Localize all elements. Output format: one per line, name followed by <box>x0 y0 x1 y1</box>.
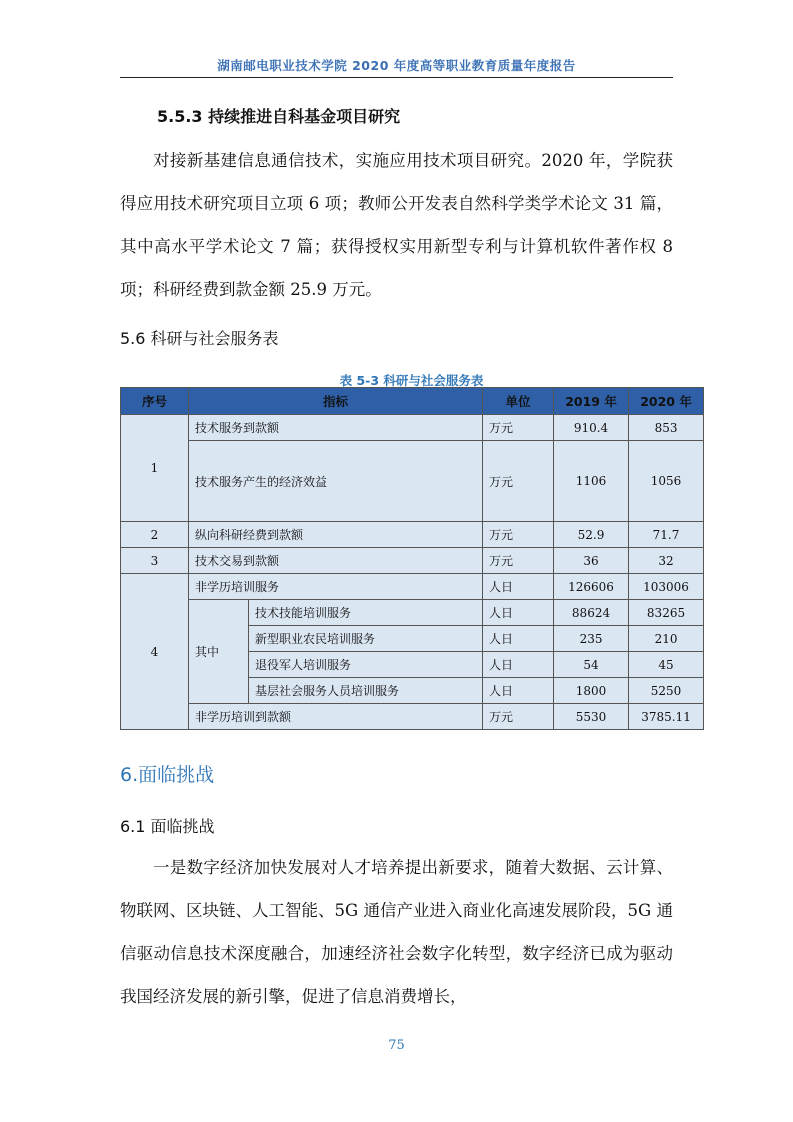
unit-cell: 万元 <box>483 441 554 522</box>
value-2020-cell: 45 <box>629 652 704 678</box>
row-number: 2 <box>121 522 189 548</box>
value-2019-cell: 52.9 <box>554 522 629 548</box>
unit-cell: 万元 <box>483 548 554 574</box>
column-header-unit: 单位 <box>483 388 554 415</box>
unit-cell: 人日 <box>483 574 554 600</box>
column-header-2019: 2019 年 <box>554 388 629 415</box>
unit-cell: 人日 <box>483 600 554 626</box>
chapter-heading-6: 6.面临挑战 <box>120 764 215 786</box>
unit-cell: 万元 <box>483 415 554 441</box>
column-header-no: 序号 <box>121 388 189 415</box>
indicator-cell: 技术技能培训服务 <box>249 600 483 626</box>
indicator-cell: 技术服务到款额 <box>189 415 483 441</box>
indicator-cell: 新型职业农民培训服务 <box>249 626 483 652</box>
column-header-2020: 2020 年 <box>629 388 704 415</box>
value-2019-cell: 88624 <box>554 600 629 626</box>
indicator-cell: 非学历培训服务 <box>189 574 483 600</box>
value-2019-cell: 54 <box>554 652 629 678</box>
value-2019-cell: 1106 <box>554 441 629 522</box>
value-2020-cell: 853 <box>629 415 704 441</box>
value-2019-cell: 36 <box>554 548 629 574</box>
value-2019-cell: 1800 <box>554 678 629 704</box>
indicator-cell: 基层社会服务人员培训服务 <box>249 678 483 704</box>
table-row <box>121 441 704 522</box>
value-2020-cell: 1056 <box>629 441 704 522</box>
table-row <box>121 600 704 626</box>
table-caption: 表 5-3 科研与社会服务表 <box>339 373 484 388</box>
header-rule <box>120 77 673 78</box>
value-2019-cell: 910.4 <box>554 415 629 441</box>
table-row <box>121 415 704 441</box>
indicator-cell: 退役军人培训服务 <box>249 652 483 678</box>
group-label-cell: 其中 <box>189 600 249 704</box>
row-number: 1 <box>121 415 189 522</box>
value-2020-cell: 3785.11 <box>629 704 704 730</box>
value-2019-cell: 126606 <box>554 574 629 600</box>
section-heading-6-1: 6.1 面临挑战 <box>120 817 215 836</box>
value-2020-cell: 71.7 <box>629 522 704 548</box>
table-row <box>121 704 704 730</box>
unit-cell: 万元 <box>483 704 554 730</box>
value-2020-cell: 5250 <box>629 678 704 704</box>
row-number: 3 <box>121 548 189 574</box>
value-2019-cell: 5530 <box>554 704 629 730</box>
research-service-table <box>120 387 704 730</box>
value-2020-cell: 32 <box>629 548 704 574</box>
column-header-indicator: 指标 <box>189 388 483 415</box>
unit-cell: 人日 <box>483 626 554 652</box>
body-paragraph-challenges: 一是数字经济加快发展对人才培养提出新要求，随着大数据、云计算、物联网、区块链、人工智能、5G 通信产业进入商业化高速发展阶段，5G 通信驱动信息技术深度融合，加速经济社会数字化转型，数字经济已成为驱动我国经济发展的新引擎，促进了信息消费增长， <box>120 858 673 1006</box>
section-heading-5-6: 5.6 科研与社会服务表 <box>120 329 279 348</box>
unit-cell: 人日 <box>483 678 554 704</box>
indicator-cell: 技术交易到款额 <box>189 548 483 574</box>
body-paragraph-research: 对接新基建信息通信技术，实施应用技术项目研究。2020 年，学院获得应用技术研究项目立项 6 项；教师公开发表自然科学类学术论文 31 篇，其中高水平学术论文 7 篇；获得授权实用新型专利与计算机软件著作权 8 项；科研经费到款金额 25.9 万元。 <box>120 151 673 299</box>
page-number: 75 <box>388 1038 405 1053</box>
running-header: 湖南邮电职业技术学院 2020 年度高等职业教育质量年度报告 <box>217 58 576 73</box>
table-row <box>121 574 704 600</box>
indicator-cell: 非学历培训到款额 <box>189 704 483 730</box>
table-header-row <box>121 388 704 415</box>
value-2019-cell: 235 <box>554 626 629 652</box>
table-row <box>121 522 704 548</box>
section-heading-5-5-3: 5.5.3 持续推进自科基金项目研究 <box>157 107 401 126</box>
unit-cell: 人日 <box>483 652 554 678</box>
value-2020-cell: 210 <box>629 626 704 652</box>
indicator-cell: 技术服务产生的经济效益 <box>189 441 483 522</box>
table-row <box>121 548 704 574</box>
row-number: 4 <box>121 574 189 730</box>
value-2020-cell: 83265 <box>629 600 704 626</box>
unit-cell: 万元 <box>483 522 554 548</box>
indicator-cell: 纵向科研经费到款额 <box>189 522 483 548</box>
value-2020-cell: 103006 <box>629 574 704 600</box>
